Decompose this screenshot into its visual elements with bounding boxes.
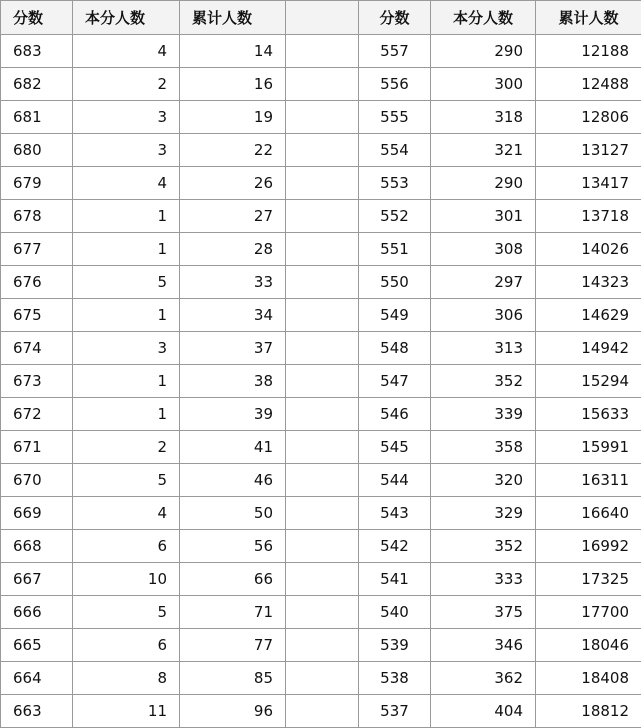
count-cell-right: 308 (431, 233, 536, 266)
cumulative-cell-left: 77 (180, 629, 286, 662)
table-row (1, 35, 641, 68)
cumulative-cell-left: 14 (180, 35, 286, 68)
table-row (1, 497, 641, 530)
score-cell-right: 540 (359, 596, 431, 629)
cumulative-cell-right: 15991 (536, 431, 641, 464)
cumulative-cell-left: 33 (180, 266, 286, 299)
count-cell-right: 358 (431, 431, 536, 464)
score-cell-right: 557 (359, 35, 431, 68)
count-cell-right: 362 (431, 662, 536, 695)
cumulative-cell-left: 22 (180, 134, 286, 167)
count-cell-left: 4 (73, 167, 180, 200)
score-cell-left: 683 (1, 35, 73, 68)
cumulative-cell-right: 18408 (536, 662, 641, 695)
cumulative-cell-left: 71 (180, 596, 286, 629)
count-cell-left: 6 (73, 629, 180, 662)
score-cell-left: 670 (1, 464, 73, 497)
count-cell-left: 1 (73, 299, 180, 332)
gap-cell (286, 695, 359, 728)
score-cell-left: 669 (1, 497, 73, 530)
count-cell-right: 375 (431, 596, 536, 629)
gap-cell (286, 398, 359, 431)
score-cell-right: 554 (359, 134, 431, 167)
score-cell-left: 676 (1, 266, 73, 299)
table-row (1, 134, 641, 167)
gap-cell (286, 662, 359, 695)
score-cell-right: 539 (359, 629, 431, 662)
cumulative-cell-right: 12488 (536, 68, 641, 101)
cumulative-cell-left: 41 (180, 431, 286, 464)
table-row (1, 596, 641, 629)
cumulative-cell-right: 16311 (536, 464, 641, 497)
count-cell-left: 10 (73, 563, 180, 596)
cumulative-cell-left: 38 (180, 365, 286, 398)
cumulative-cell-right: 14942 (536, 332, 641, 365)
count-cell-right: 339 (431, 398, 536, 431)
table-row (1, 662, 641, 695)
table-row (1, 101, 641, 134)
count-cell-right: 321 (431, 134, 536, 167)
score-cell-right: 544 (359, 464, 431, 497)
count-cell-left: 1 (73, 398, 180, 431)
score-cell-left: 663 (1, 695, 73, 728)
count-cell-left: 5 (73, 596, 180, 629)
header-count-right: 本分人数 (431, 1, 536, 35)
cumulative-cell-right: 18812 (536, 695, 641, 728)
count-cell-left: 1 (73, 365, 180, 398)
gap-cell (286, 35, 359, 68)
count-cell-right: 318 (431, 101, 536, 134)
gap-cell (286, 365, 359, 398)
count-cell-right: 404 (431, 695, 536, 728)
score-cell-left: 671 (1, 431, 73, 464)
gap-cell (286, 167, 359, 200)
count-cell-left: 2 (73, 68, 180, 101)
cumulative-cell-left: 19 (180, 101, 286, 134)
score-cell-left: 677 (1, 233, 73, 266)
cumulative-cell-right: 16992 (536, 530, 641, 563)
gap-cell (286, 233, 359, 266)
score-cell-right: 538 (359, 662, 431, 695)
score-cell-right: 549 (359, 299, 431, 332)
header-score-left: 分数 (1, 1, 73, 35)
count-cell-left: 3 (73, 332, 180, 365)
count-cell-left: 1 (73, 200, 180, 233)
gap-cell (286, 497, 359, 530)
gap-cell (286, 431, 359, 464)
count-cell-left: 11 (73, 695, 180, 728)
count-cell-right: 346 (431, 629, 536, 662)
score-cell-right: 542 (359, 530, 431, 563)
score-cell-left: 674 (1, 332, 73, 365)
score-cell-right: 550 (359, 266, 431, 299)
cumulative-cell-left: 85 (180, 662, 286, 695)
score-cell-left: 675 (1, 299, 73, 332)
cumulative-cell-left: 27 (180, 200, 286, 233)
gap-cell (286, 563, 359, 596)
cumulative-cell-right: 14629 (536, 299, 641, 332)
cumulative-cell-left: 34 (180, 299, 286, 332)
score-cell-left: 678 (1, 200, 73, 233)
table-row (1, 629, 641, 662)
header-count-left: 本分人数 (73, 1, 180, 35)
cumulative-cell-left: 66 (180, 563, 286, 596)
cumulative-cell-right: 15294 (536, 365, 641, 398)
cumulative-cell-right: 12806 (536, 101, 641, 134)
table-row (1, 233, 641, 266)
cumulative-cell-left: 26 (180, 167, 286, 200)
count-cell-left: 4 (73, 497, 180, 530)
gap-cell (286, 629, 359, 662)
count-cell-right: 352 (431, 530, 536, 563)
count-cell-left: 1 (73, 233, 180, 266)
score-cell-left: 672 (1, 398, 73, 431)
score-cell-right: 555 (359, 101, 431, 134)
table-row (1, 398, 641, 431)
count-cell-right: 333 (431, 563, 536, 596)
cumulative-cell-left: 50 (180, 497, 286, 530)
cumulative-cell-right: 13127 (536, 134, 641, 167)
gap-cell (286, 530, 359, 563)
score-cell-right: 553 (359, 167, 431, 200)
table-header-row (1, 1, 641, 35)
gap-cell (286, 68, 359, 101)
gap-cell (286, 596, 359, 629)
count-cell-left: 2 (73, 431, 180, 464)
table-row (1, 563, 641, 596)
score-cell-right: 548 (359, 332, 431, 365)
score-cell-right: 556 (359, 68, 431, 101)
count-cell-left: 4 (73, 35, 180, 68)
score-cell-left: 679 (1, 167, 73, 200)
score-cell-right: 551 (359, 233, 431, 266)
count-cell-right: 301 (431, 200, 536, 233)
cumulative-cell-right: 14323 (536, 266, 641, 299)
count-cell-right: 300 (431, 68, 536, 101)
table-row (1, 530, 641, 563)
gap-cell (286, 464, 359, 497)
score-cell-left: 665 (1, 629, 73, 662)
score-cell-left: 668 (1, 530, 73, 563)
score-cell-left: 664 (1, 662, 73, 695)
table-row (1, 266, 641, 299)
cumulative-cell-right: 13417 (536, 167, 641, 200)
score-cell-right: 537 (359, 695, 431, 728)
count-cell-left: 3 (73, 101, 180, 134)
table-row (1, 431, 641, 464)
gap-cell (286, 332, 359, 365)
gap-cell (286, 266, 359, 299)
table-row (1, 200, 641, 233)
header-cumulative-right: 累计人数 (536, 1, 641, 35)
score-cell-left: 667 (1, 563, 73, 596)
cumulative-cell-right: 13718 (536, 200, 641, 233)
count-cell-right: 352 (431, 365, 536, 398)
cumulative-cell-left: 39 (180, 398, 286, 431)
cumulative-cell-left: 37 (180, 332, 286, 365)
count-cell-left: 5 (73, 464, 180, 497)
cumulative-cell-right: 16640 (536, 497, 641, 530)
cumulative-cell-right: 15633 (536, 398, 641, 431)
cumulative-cell-right: 14026 (536, 233, 641, 266)
score-cell-left: 681 (1, 101, 73, 134)
gap-cell (286, 101, 359, 134)
table-row (1, 167, 641, 200)
cumulative-cell-left: 46 (180, 464, 286, 497)
score-cell-left: 680 (1, 134, 73, 167)
cumulative-cell-left: 28 (180, 233, 286, 266)
cumulative-cell-right: 18046 (536, 629, 641, 662)
count-cell-right: 306 (431, 299, 536, 332)
count-cell-right: 297 (431, 266, 536, 299)
table-row (1, 464, 641, 497)
cumulative-cell-left: 16 (180, 68, 286, 101)
score-cell-right: 546 (359, 398, 431, 431)
score-cell-right: 541 (359, 563, 431, 596)
score-cell-left: 682 (1, 68, 73, 101)
count-cell-left: 6 (73, 530, 180, 563)
table-row (1, 332, 641, 365)
count-cell-left: 8 (73, 662, 180, 695)
cumulative-cell-left: 56 (180, 530, 286, 563)
score-cell-left: 673 (1, 365, 73, 398)
cumulative-cell-left: 96 (180, 695, 286, 728)
count-cell-right: 290 (431, 167, 536, 200)
gap-cell (286, 200, 359, 233)
table-row (1, 695, 641, 728)
cumulative-cell-right: 12188 (536, 35, 641, 68)
gap-cell (286, 134, 359, 167)
table-row (1, 68, 641, 101)
count-cell-right: 313 (431, 332, 536, 365)
gap-cell (286, 299, 359, 332)
count-cell-right: 290 (431, 35, 536, 68)
score-cell-left: 666 (1, 596, 73, 629)
cumulative-cell-right: 17700 (536, 596, 641, 629)
header-cumulative-left: 累计人数 (180, 1, 286, 35)
count-cell-left: 5 (73, 266, 180, 299)
score-cell-right: 552 (359, 200, 431, 233)
header-gap-cell (286, 1, 359, 35)
table-row (1, 299, 641, 332)
table-row (1, 365, 641, 398)
header-score-right: 分数 (359, 1, 431, 35)
score-cell-right: 545 (359, 431, 431, 464)
count-cell-left: 3 (73, 134, 180, 167)
score-cell-right: 547 (359, 365, 431, 398)
count-cell-right: 320 (431, 464, 536, 497)
count-cell-right: 329 (431, 497, 536, 530)
cumulative-cell-right: 17325 (536, 563, 641, 596)
score-cell-right: 543 (359, 497, 431, 530)
